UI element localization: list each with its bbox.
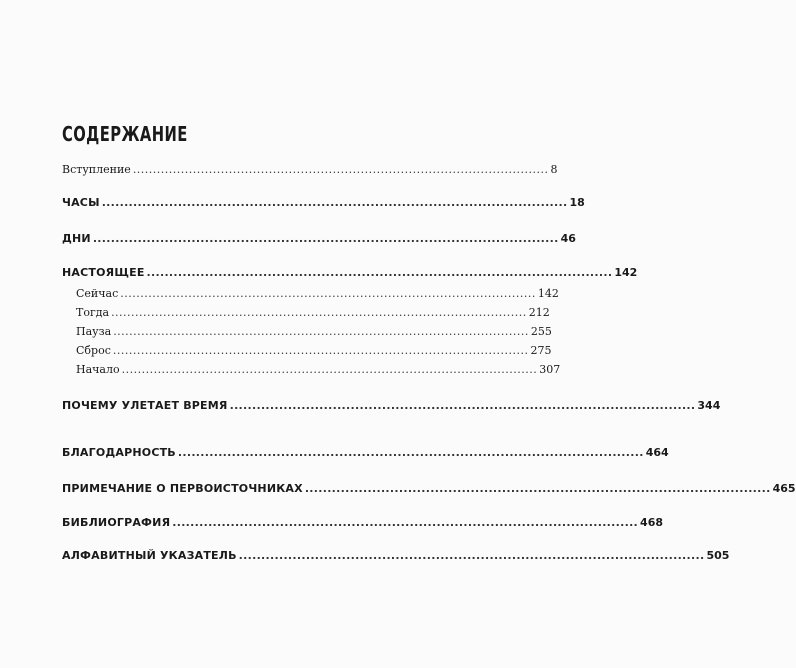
toc-entry-page: 212 [528, 306, 550, 319]
toc-entry-page: 255 [530, 325, 552, 338]
toc-entry-page: 505 [706, 549, 730, 562]
toc-entry-clocks[interactable] [62, 196, 585, 209]
dot-leader: ........................................................................................................ [101, 196, 568, 209]
toc-entry-now[interactable] [76, 287, 559, 300]
toc-entry-page: 344 [697, 399, 721, 412]
toc-entry-label: АЛФАВИТНЫЙ УКАЗАТЕЛЬ [62, 549, 237, 562]
dot-leader: ........................................................................................................ [132, 163, 549, 176]
toc-entry-label: Начало [76, 363, 120, 376]
toc-entry-beginning[interactable] [76, 363, 561, 376]
toc-entry-page: 142 [614, 266, 638, 279]
toc-entry-present[interactable] [62, 266, 638, 279]
toc-entry-page: 8 [550, 163, 558, 176]
toc-entry-label: Пауза [76, 325, 112, 338]
dot-leader: ........................................................................................................ [304, 482, 771, 495]
dot-leader: ........................................................................................................ [92, 232, 559, 245]
toc-entry-bibliography[interactable] [62, 516, 664, 529]
toc-entry-acknowledgments[interactable] [62, 446, 669, 459]
toc-entry-label: ЧАСЫ [62, 196, 100, 209]
toc-entry-page: 465 [772, 482, 796, 495]
toc-entry-label: БИБЛИОГРАФИЯ [62, 516, 171, 529]
page-title: СОДЕРЖАНИЕ [62, 122, 188, 146]
toc-entry-reset[interactable] [76, 344, 552, 357]
toc-entry-label: НАСТОЯЩЕЕ [62, 266, 145, 279]
toc-entry-page: 464 [645, 446, 669, 459]
toc-entry-index[interactable] [62, 549, 730, 562]
toc-entry-label: ПОЧЕМУ УЛЕТАЕТ ВРЕМЯ [62, 399, 228, 412]
toc-entry-note-on-sources[interactable] [62, 482, 796, 495]
dot-leader: ........................................................................................................ [177, 446, 644, 459]
toc-entry-days[interactable] [62, 232, 576, 245]
toc-entry-label: Тогда [76, 306, 110, 319]
toc-entry-page: 46 [560, 232, 576, 245]
toc-entry-label: ПРИМЕЧАНИЕ О ПЕРВОИСТОЧНИКАХ [62, 482, 303, 495]
dot-leader: ........................................................................................................ [112, 344, 529, 357]
dot-leader: ........................................................................................................ [120, 287, 536, 300]
toc-entry-label: БЛАГОДАРНОСТЬ [62, 446, 176, 459]
dot-leader: ........................................................................................................ [238, 549, 705, 562]
toc-entry-label: ДНИ [62, 232, 91, 245]
toc-entry-page: 142 [537, 287, 559, 300]
dot-leader: ........................................................................................................ [229, 399, 696, 412]
toc-entry-label: Сейчас [76, 287, 119, 300]
toc-entry-introduction[interactable] [62, 163, 558, 176]
dot-leader: ........................................................................................................ [172, 516, 639, 529]
toc-entry-page: 275 [530, 344, 552, 357]
toc-entry-page: 307 [539, 363, 561, 376]
toc-entry-pause[interactable] [76, 325, 552, 338]
dot-leader: ........................................................................................................ [113, 325, 529, 338]
toc-entry-page: 18 [569, 196, 585, 209]
toc-entry-page: 468 [640, 516, 664, 529]
dot-leader: ........................................................................................................ [146, 266, 613, 279]
dot-leader: ........................................................................................................ [121, 363, 538, 376]
toc-entry-then[interactable] [76, 306, 550, 319]
toc-entry-label: Сброс [76, 344, 111, 357]
toc-entry-why-time-flies[interactable] [62, 399, 721, 412]
dot-leader: ........................................................................................................ [111, 306, 527, 319]
toc-entry-label: Вступление [62, 163, 131, 176]
